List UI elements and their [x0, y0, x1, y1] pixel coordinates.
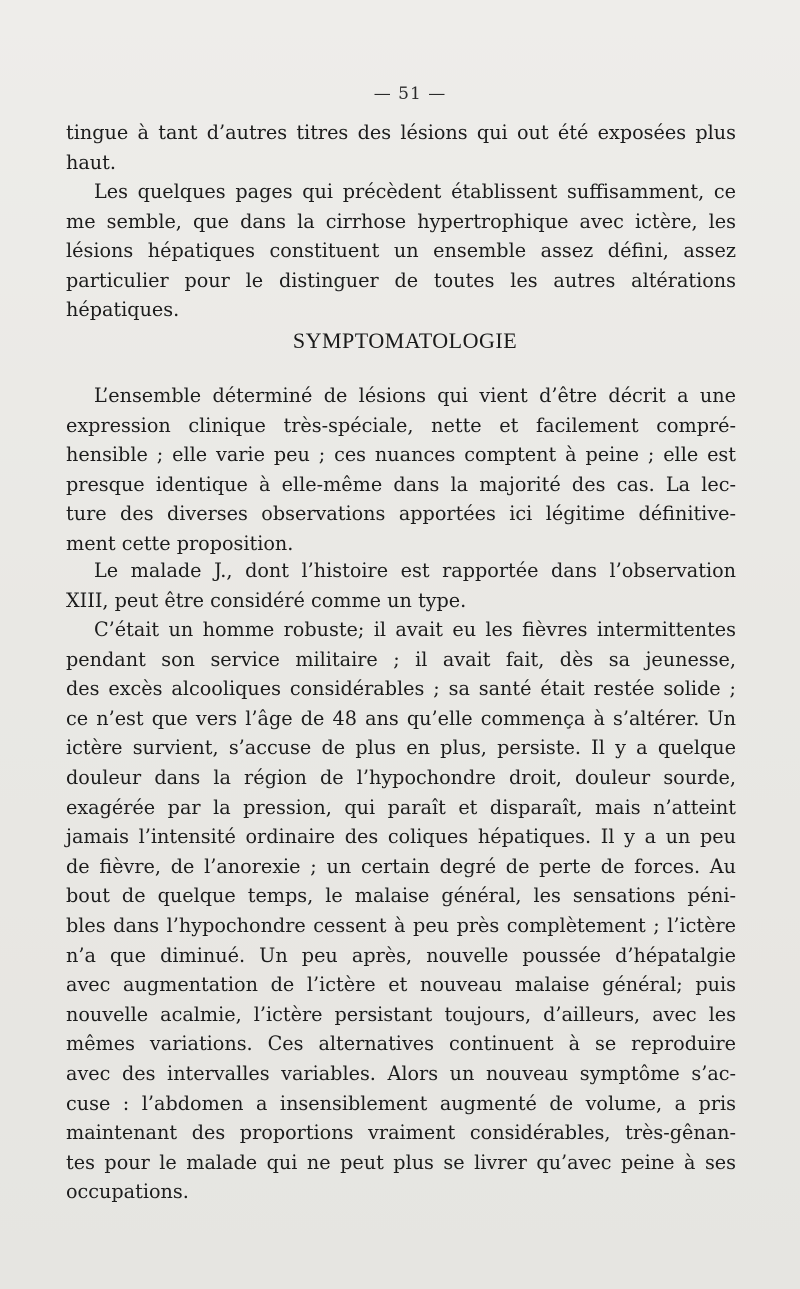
text-line: occupations.	[66, 1180, 189, 1204]
text-line: mêmes variations. Ces alternatives continuent à se reproduire	[66, 1032, 736, 1056]
section-heading: SYMPTOMATOLOGIE	[292, 328, 518, 353]
text-line: exagérée par la pression, qui paraît et disparaît, mais n’atteint	[66, 795, 736, 819]
text-line: me semble, que dans la cirrhose hypertrophique avec ictère, les	[66, 209, 736, 233]
paragraph-2	[66, 177, 736, 325]
page-number: — 51 —	[373, 84, 447, 104]
paragraph-3	[66, 381, 736, 559]
text-line: expression clinique très-spéciale, nette et facilement compré-	[66, 413, 736, 437]
paragraph-4	[66, 556, 736, 615]
text-line: ment cette proposition.	[66, 531, 294, 555]
text-line: pendant son service militaire ; il avait fait, dès sa jeunesse,	[66, 647, 736, 671]
text-line: de fièvre, de l’anorexie ; un certain degré de perte de forces. Au	[66, 854, 736, 878]
text-line: bout de quelque temps, le malaise général, les sensations péni-	[66, 884, 736, 908]
text-line: L’ensemble déterminé de lésions qui vient d’être décrit a une	[94, 384, 736, 407]
text-line: hensible ; elle varie peu ; ces nuances comptent à peine ; elle est	[66, 443, 736, 467]
text-line: des excès alcooliques considérables ; sa santé était restée solide ;	[66, 677, 736, 701]
text-line: jamais l’intensité ordinaire des coliques hépatiques. Il y a un peu	[66, 825, 736, 849]
text-line: maintenant des proportions vraiment considérables, très-gênan-	[66, 1121, 736, 1145]
paragraph-1	[66, 118, 736, 177]
text-line: Les quelques pages qui précèdent établissent suffisamment, ce	[94, 180, 736, 203]
text-line: tingue à tant d’autres titres des lésions qui out été exposées plus	[66, 121, 736, 144]
text-line: n’a que diminué. Un peu après, nouvelle poussée d’hépatalgie	[66, 943, 736, 967]
text-line: C’était un homme robuste; il avait eu les fièvres intermittentes	[94, 618, 736, 641]
text-line: haut.	[66, 150, 116, 174]
text-line: hépatiques.	[66, 298, 180, 322]
text-line: ture des diverses observations apportées ici légitime définitive-	[66, 502, 736, 526]
text-line: particulier pour le distinguer de toutes les autres altérations	[66, 268, 736, 292]
text-line: nouvelle acalmie, l’ictère persistant toujours, d’ailleurs, avec les	[66, 1002, 736, 1026]
text-line: ictère survient, s’accuse de plus en plus, persiste. Il y a quelque	[66, 736, 736, 760]
text-line: ce n’est que vers l’âge de 48 ans qu’elle commença à s’altérer. Un	[66, 706, 736, 730]
paragraph-5	[66, 615, 736, 1207]
text-line: Le malade J., dont l’histoire est rapportée dans l’observation	[94, 559, 736, 582]
text-line: presque identique à elle-même dans la majorité des cas. La lec-	[66, 472, 736, 496]
text-line: bles dans l’hypochondre cessent à peu près complètement ; l’ictère	[66, 913, 736, 937]
text-line: tes pour le malade qui ne peut plus se livrer qu’avec peine à ses	[66, 1150, 736, 1174]
text-line: douleur dans la région de l’hypochondre droit, douleur sourde,	[66, 765, 736, 789]
text-line: XIII, peut être considéré comme un type.	[66, 588, 467, 612]
text-line: cuse : l’abdomen a insensiblement augmenté de volume, a pris	[66, 1091, 736, 1115]
text-line: avec des intervalles variables. Alors un nouveau symptôme s’ac-	[66, 1061, 736, 1085]
text-line: lésions hépatiques constituent un ensemble assez défini, assez	[66, 239, 736, 263]
text-line: avec augmentation de l’ictère et nouveau malaise général; puis	[66, 973, 736, 997]
